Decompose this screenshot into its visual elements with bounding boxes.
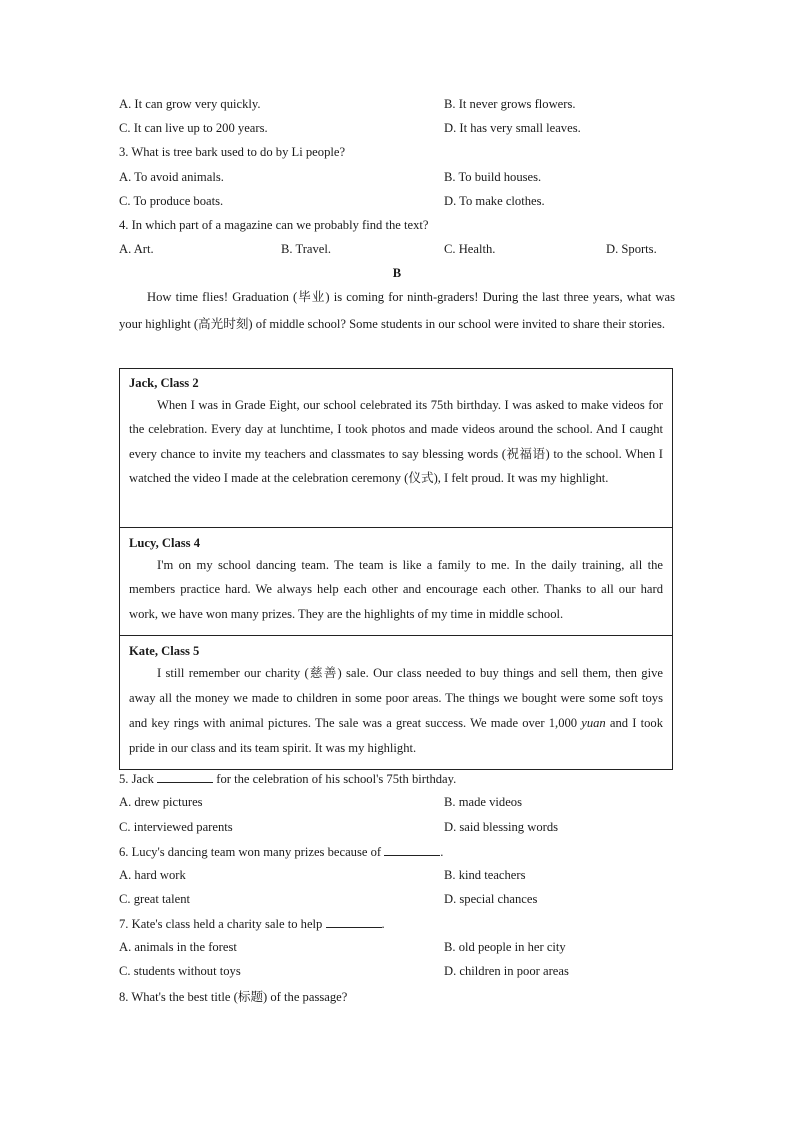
- q2-option-a: A. It can grow very quickly.: [119, 97, 261, 111]
- q4-option-b: B. Travel.: [281, 242, 332, 256]
- q2-option-d: D. It has very small leaves.: [444, 121, 581, 135]
- q4-option-c: C. Health.: [444, 242, 496, 256]
- story-name: Kate, Class 5: [129, 644, 200, 658]
- q3-option-a: A. To avoid animals.: [119, 170, 224, 184]
- story-cell-kate: [120, 635, 672, 769]
- q7-option-a: A. animals in the forest: [119, 940, 237, 954]
- story-name: Lucy, Class 4: [129, 536, 201, 550]
- q6-option-b: B. kind teachers: [444, 868, 526, 882]
- answer-blank: [326, 915, 382, 928]
- q4-question: 4. In which part of a magazine can we probably find the text?: [119, 218, 429, 232]
- answer-blank: [384, 843, 440, 856]
- answer-blank: [157, 770, 213, 783]
- story-name: Jack, Class 2: [129, 376, 199, 390]
- q3-option-d: D. To make clothes.: [444, 194, 545, 208]
- q5-question-start: 5. Jack: [119, 772, 158, 786]
- q4-option-a: A. Art.: [119, 242, 154, 256]
- story-cell-lucy: [120, 527, 672, 635]
- q7-option-d: D. children in poor areas: [444, 964, 569, 978]
- story-text: [129, 553, 663, 626]
- q6-question-start: 6. Lucy's dancing team won many prizes because of: [119, 845, 385, 859]
- q6-question-end: .: [440, 845, 444, 859]
- q5-option-d: D. said blessing words: [444, 820, 559, 834]
- q5-option-a: A. drew pictures: [119, 795, 203, 809]
- story-text: [129, 661, 663, 761]
- q7-option-b: B. old people in her city: [444, 940, 566, 954]
- story-text-content: I still remember our charity (慈善) sale. Our class needed to buy things and sell them, then give away all the money we made to children in some poor areas. The things we bought were some soft toys and key rings with animal pictures. The sale was a great success. We made over 1,000: [129, 666, 663, 730]
- intro-text: How time flies! Graduation (毕业) is coming for ninth-graders! During the last three years, what was your highlight (高光时刻) of middle school? Some students in our school were invited to share their stories.: [119, 290, 675, 331]
- story-text-content: I'm on my school dancing team. The team is like a family to me. In the daily training, all the members practice hard. We always help each other and encourage each other. Thanks to all our hard work, we have won many prizes. They are the highlights of my time in middle school.: [129, 558, 663, 621]
- q5-option-b: B. made videos: [444, 795, 522, 809]
- intro-paragraph: [119, 284, 675, 337]
- section-heading: B: [392, 266, 402, 280]
- q7-question-start: 7. Kate's class held a charity sale to help: [119, 917, 326, 931]
- q4-option-d: D. Sports.: [606, 242, 657, 256]
- q2-option-b: B. It never grows flowers.: [444, 97, 576, 111]
- q5-question: [119, 770, 675, 787]
- q6-option-d: D. special chances: [444, 892, 538, 906]
- q7-question: [119, 915, 675, 932]
- q5-question-end: for the celebration of his school's 75th birthday.: [213, 772, 457, 786]
- q3-question: 3. What is tree bark used to do by Li people?: [119, 145, 346, 159]
- q6-option-c: C. great talent: [119, 892, 190, 906]
- q3-option-c: C. To produce boats.: [119, 194, 224, 208]
- q7-question-end: .: [381, 917, 385, 931]
- story-text: [129, 393, 663, 491]
- q5-option-c: C. interviewed parents: [119, 820, 233, 834]
- q6-question: [119, 843, 675, 860]
- q3-option-b: B. To build houses.: [444, 170, 542, 184]
- stories-table: [119, 368, 673, 770]
- story-text-italic: yuan: [581, 716, 606, 730]
- story-text-content-end: and I took pride in our class and its team spirit. It was my highlight.: [129, 716, 663, 755]
- story-cell-jack: [120, 369, 672, 527]
- q6-option-a: A. hard work: [119, 868, 186, 882]
- story-text-content: When I was in Grade Eight, our school celebrated its 75th birthday. I was asked to make videos for the celebration. Every day at lunchtime, I took photos and made videos around the school. And I caught every chance to invite my teachers and classmates to say blessing words (祝福语) to the school. When I watched the video I made at the celebration ceremony (仪式), I felt proud. It was my highlight.: [129, 398, 663, 486]
- q2-option-c: C. It can live up to 200 years.: [119, 121, 268, 135]
- q8-question: 8. What's the best title (标题) of the passage?: [119, 990, 348, 1004]
- q7-option-c: C. students without toys: [119, 964, 241, 978]
